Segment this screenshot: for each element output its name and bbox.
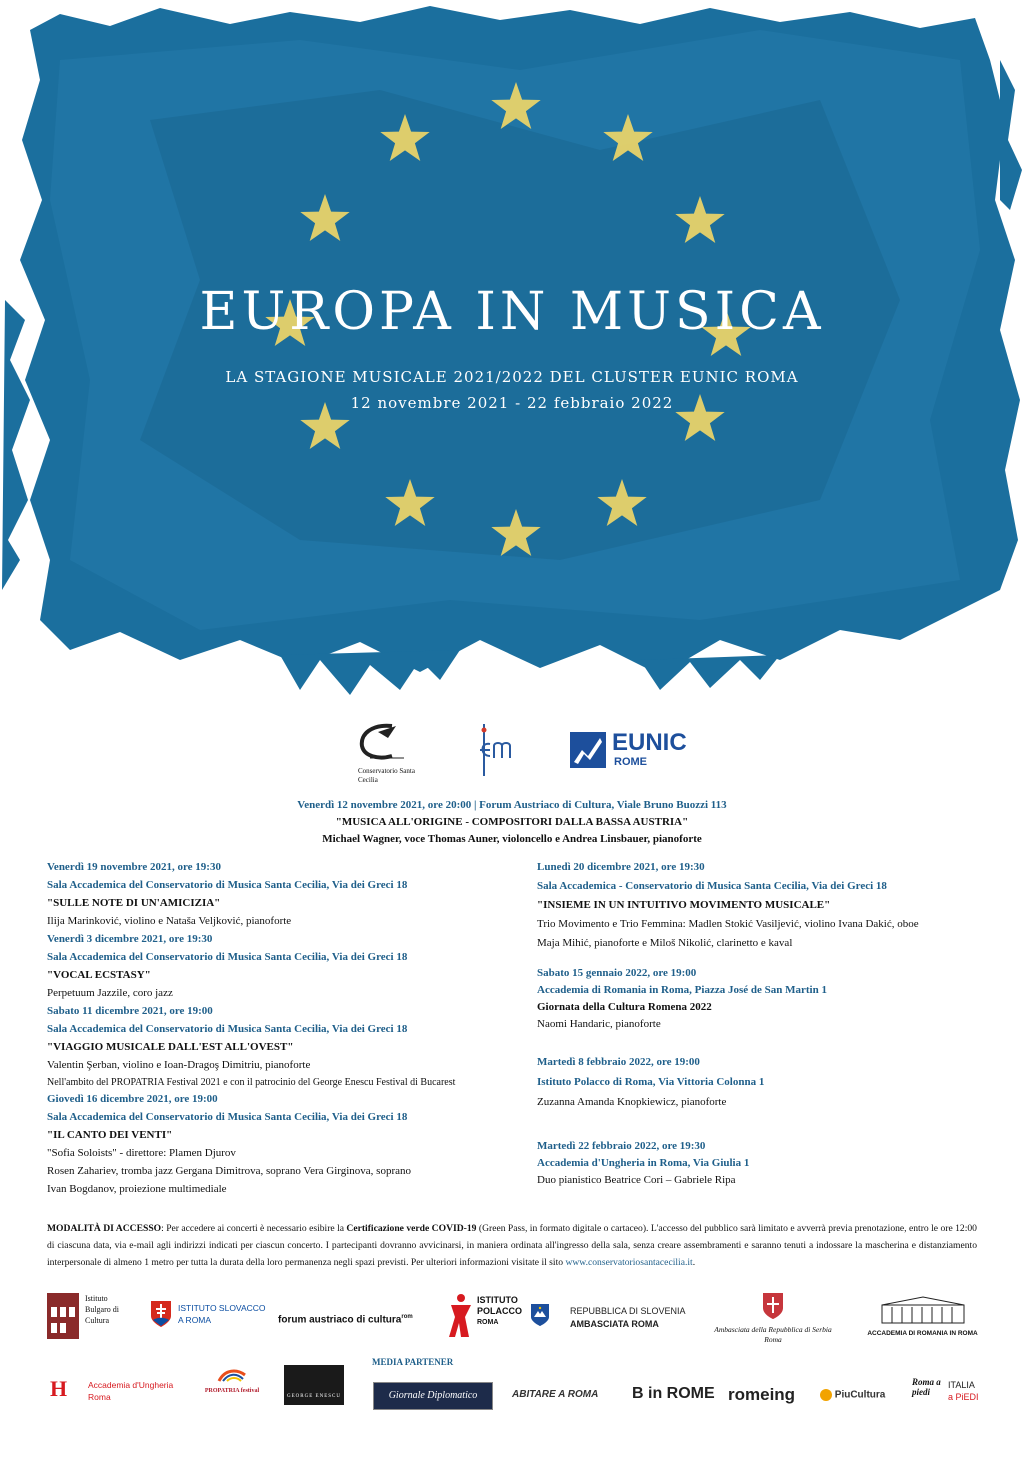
event-performers: Perpetuum Jazzile, coro jazz [47, 987, 173, 999]
italia-a-piedi-logo [948, 1379, 988, 1403]
event-date: Lunedì 20 dicembre 2021, ore 19:30 [537, 861, 705, 873]
slovak-crest-icon [150, 1300, 172, 1328]
hero-text [0, 280, 1024, 416]
slovacco-text [178, 1302, 266, 1326]
event-left-1 [47, 858, 507, 930]
italia-line-2: a PiEDI [948, 1392, 979, 1402]
access-label: MODALITÀ DI ACCESSO [47, 1223, 162, 1234]
event-title: "MUSICA ALL'ORIGINE - COMPOSITORI DALLA BASSA AUSTRIA" [335, 816, 689, 828]
access-text-1: : Per accedere ai concerti è necessario esibire la [161, 1223, 347, 1234]
event-right-4 [537, 1138, 977, 1189]
access-info [47, 1220, 977, 1271]
ungheria-logo [50, 1377, 190, 1407]
eunic-name: EUNIC [612, 729, 687, 756]
slovenia-line-2: AMBASCIATA ROMA [570, 1319, 659, 1329]
event-opening [0, 797, 1024, 848]
forum-austriaco-logo [278, 1314, 433, 1325]
enescu-logo [284, 1365, 344, 1405]
forum-sup: rom [401, 1314, 413, 1320]
romania-logo [865, 1295, 980, 1345]
giornale-text: Giornale Diplomatico [388, 1390, 478, 1401]
event-venue: Accademia di Romania in Roma, Piazza José de San Martin 1 [537, 984, 827, 996]
event-date: Sabato 11 dicembre 2021, ore 19:00 [47, 1005, 213, 1017]
event-date: Giovedì 16 dicembre 2021, ore 19:00 [47, 1093, 218, 1105]
slovacco-logo [150, 1300, 270, 1340]
colosseum-icon [47, 1293, 79, 1339]
event-date: Martedì 8 febbraio 2022, ore 19:00 [537, 1056, 700, 1068]
slovenia-logo [530, 1303, 700, 1333]
partner-logos [0, 1285, 1024, 1455]
forum-text: forum austriaco di cultura [278, 1314, 402, 1326]
eunic-city: ROME [614, 756, 647, 768]
bulgaro-line-1: Istituto [85, 1294, 108, 1303]
propatria-icon [217, 1367, 247, 1383]
event-performers-2: Rosen Zahariev, tromba jazz Gergana Dimitrova, soprano Vera Girginova, soprano [47, 1165, 412, 1177]
piucultura-text: PiuCultura [834, 1389, 886, 1401]
eunic-icon [570, 732, 606, 768]
propatria-logo [202, 1367, 262, 1409]
serbia-line-1: Ambasciata della Repubblica di Serbia [714, 1325, 832, 1334]
event-performers: Trio Movimento e Trio Femmina: Madlen Stokić Vasiljević, violino Ivana Dakić, oboe [537, 918, 919, 930]
serbia-logo [703, 1290, 843, 1350]
romania-text: ACCADEMIA DI ROMANIA IN ROMA [867, 1330, 978, 1337]
ungheria-line-1: Accademia d'Ungheria [88, 1380, 174, 1390]
event-date: Venerdì 19 novembre 2021, ore 19:30 [47, 861, 221, 873]
italia-line-1: ITALIA [948, 1380, 975, 1390]
event-date: Martedì 22 febbraio 2022, ore 19:30 [537, 1140, 706, 1152]
piucultura-logo [820, 1389, 900, 1401]
event-title: "INSIEME IN UN INTUITIVO MOVIMENTO MUSICALE" [537, 899, 831, 911]
enescu-text: GEORGE ENESCU [287, 1394, 341, 1399]
event-title: "IL CANTO DEI VENTI" [47, 1129, 173, 1141]
giornale-diplomatico-logo [373, 1382, 493, 1410]
event-date: Sabato 15 gennaio 2022, ore 19:00 [537, 967, 697, 979]
polish-figure-icon [447, 1293, 473, 1339]
roma-a-piedi-logo: Roma a piedi [912, 1377, 941, 1397]
conservatorio-icon [352, 722, 422, 762]
eunic-rome-logo [570, 729, 710, 772]
event-right-1 [537, 858, 977, 953]
ungheria-mark-icon: H [50, 1376, 68, 1401]
bulgaro-logo [47, 1293, 137, 1343]
hero-subtitle: LA STAGIONE MUSICALE 2021/2022 DEL CLUSTER EUNIC ROMA [225, 368, 799, 386]
event-title: Giornata della Cultura Romena 2022 [537, 1001, 712, 1013]
event-note: Nell'ambito del PROPATRIA Festival 2021 e con il patrocinio del George Enescu Festival di Bucarest [47, 1077, 456, 1088]
access-text-2: (Green Pass, in formato digitale o cartaceo). L'accesso del pubblico sarà limitato e avverrà previa prenotazione, entro le ore 12:00 di ciascuna data, via e-mail agli indirizzi indicati per ciascun concerto. I partecipanti dovranno avvicinarsi, in maniera ordinata all'ingresso della sala, senza creare assembramenti e saranno tenuti a indossare la mascherina e distanziamento interpersonale di almeno 1 metro per tutta la durata della loro permanenza negli spazi previsti. Per ulteriori informazioni visitate il sito [47, 1223, 977, 1268]
academy-building-icon [878, 1295, 968, 1325]
slovenia-text [570, 1305, 686, 1331]
event-venue: Istituto Polacco di Roma, Via Vittoria Colonna 1 [537, 1076, 765, 1088]
event-performers-2: Maja Mihić, pianoforte e Miloš Nikolić, clarinetto e kaval [537, 937, 793, 949]
page-title: EUROPA IN MUSICA [199, 282, 825, 342]
event-venue: Accademia d'Ungheria in Roma, Via Giulia 1 [537, 1157, 750, 1169]
event-venue: Sala Accademica del Conservatorio di Musica Santa Cecilia, Via dei Greci 18 [47, 879, 408, 891]
em-icon [470, 722, 522, 778]
event-title: "VOCAL ECSTASY" [47, 969, 151, 981]
hero-banner [0, 0, 1024, 700]
ungheria-line-2: Roma [88, 1392, 111, 1402]
bulgaro-line-2: Bulgaro di [85, 1305, 119, 1314]
access-bold: Certificazione verde COVID-19 [346, 1223, 477, 1234]
event-venue: Sala Accademica del Conservatorio di Musica Santa Cecilia, Via dei Greci 18 [47, 951, 408, 963]
event-heading: Venerdì 12 novembre 2021, ore 20:00 | Forum Austriaco di Cultura, Viale Bruno Buozzi 113 [297, 799, 727, 811]
media-partner-label: MEDIA PARTENER [372, 1357, 454, 1367]
event-left-2 [47, 930, 507, 1002]
conservatorio-logo [352, 722, 422, 784]
slovacco-line-2: A ROMA [178, 1315, 212, 1325]
event-performers: Ilija Marinković, violino e Nataša Veljković, pianoforte [47, 915, 292, 927]
serbia-line-2: Roma [764, 1335, 782, 1344]
slovenia-line-1: REPUBBLICA DI SLOVENIA [570, 1306, 686, 1316]
organizer-logos [0, 722, 1024, 782]
event-performers: Naomi Handaric, pianoforte [537, 1018, 661, 1030]
polacco-logo [447, 1293, 522, 1343]
polacco-line-3: ROMA [477, 1319, 499, 1326]
event-title: "VIAGGIO MUSICALE DALL'EST ALL'OVEST" [47, 1041, 294, 1053]
event-performers: Valentin Şerban, violino e Ioan-Dragoş Dimitriu, pianoforte [47, 1059, 311, 1071]
romeing-logo: romeing [728, 1385, 796, 1404]
polacco-line-2: POLACCO [477, 1306, 522, 1316]
event-performers: Zuzanna Amanda Knopkiewicz, pianoforte [537, 1096, 727, 1108]
event-left-3 [47, 1002, 517, 1092]
slovenian-crest-icon [530, 1303, 550, 1327]
polacco-line-1: ISTITUTO [477, 1295, 518, 1305]
bulgaro-line-3: Cultura [85, 1316, 109, 1325]
piucultura-icon [820, 1389, 832, 1401]
event-performers: "Sofia Soloists" - direttore: Plamen Djurov [47, 1147, 236, 1159]
slovacco-line-1: ISTITUTO SLOVACCO [178, 1303, 266, 1313]
bulgaro-text [85, 1293, 119, 1326]
event-venue: Sala Accademica del Conservatorio di Musica Santa Cecilia, Via dei Greci 18 [47, 1023, 408, 1035]
serbia-text [703, 1325, 843, 1345]
conservatorio-label: Conservatorio Santa Cecilia [358, 767, 415, 784]
polacco-text [477, 1295, 522, 1328]
event-date: Venerdì 3 dicembre 2021, ore 19:30 [47, 933, 213, 945]
event-venue: Sala Accademica del Conservatorio di Musica Santa Cecilia, Via dei Greci 18 [47, 1111, 408, 1123]
b-in-rome-logo: B in ROME [632, 1385, 715, 1402]
propatria-text: PROPATRIA festival [204, 1388, 260, 1394]
ungheria-text [88, 1379, 173, 1403]
event-performers: Duo pianistico Beatrice Cori – Gabriele Ripa [537, 1174, 736, 1186]
event-venue: Sala Accademica - Conservatorio di Musica Santa Cecilia, Via dei Greci 18 [537, 880, 887, 892]
event-performers: Michael Wagner, voce Thomas Auner, violoncello e Andrea Linsbauer, pianoforte [322, 833, 702, 845]
access-website-link[interactable]: www.conservatoriosantacecilia.it [565, 1257, 693, 1268]
abitare-a-roma-logo: ABITARE A ROMA [512, 1389, 599, 1400]
event-right-2 [537, 965, 977, 1033]
em-logo [470, 722, 522, 778]
event-right-3 [537, 1052, 977, 1112]
event-title: "SULLE NOTE DI UN'AMICIZIA" [47, 897, 221, 909]
hero-dates: 12 novembre 2021 - 22 febbraio 2022 [350, 394, 674, 412]
serbian-crest-icon [760, 1290, 786, 1320]
event-performers-3: Ivan Bogdanov, proiezione multimediale [47, 1183, 227, 1195]
access-end: . [692, 1257, 696, 1268]
event-left-4 [47, 1090, 517, 1198]
